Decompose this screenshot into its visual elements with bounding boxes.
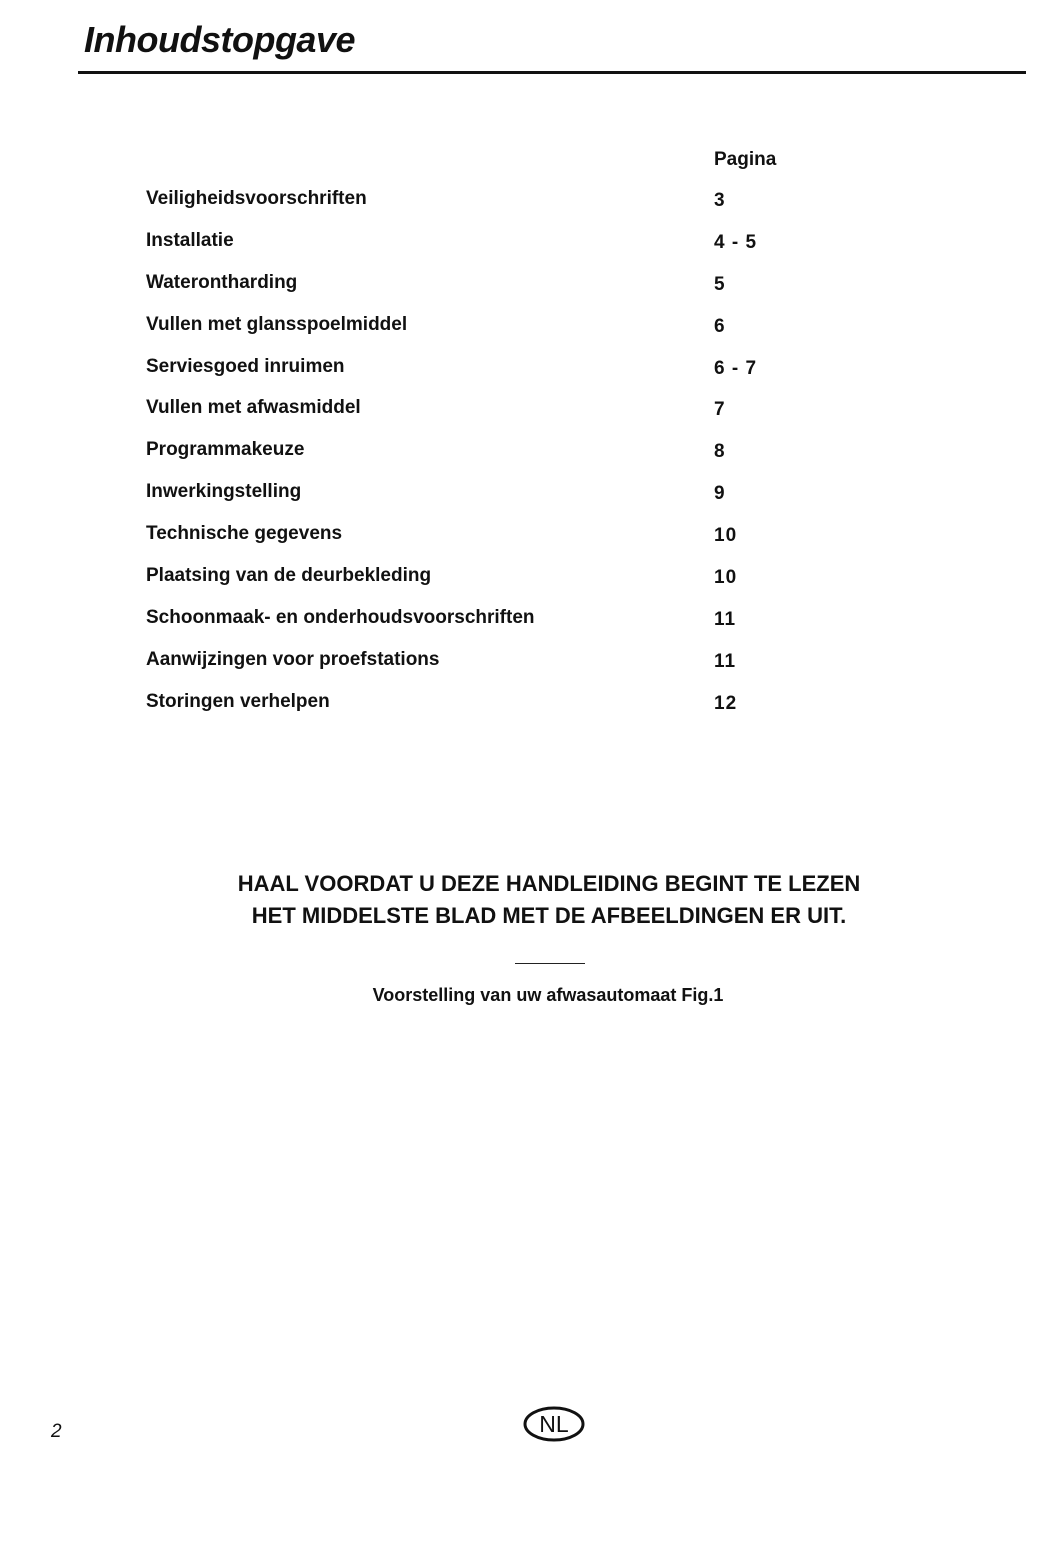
- toc-entry: [146, 228, 906, 270]
- toc-entry-label: Schoonmaak- en onderhoudsvoorschriften: [146, 606, 535, 628]
- notice-line: HAAL VOORDAT U DEZE HANDLEIDING BEGINT TE LEZEN: [237, 871, 861, 896]
- toc-page-header: Pagina: [714, 149, 777, 170]
- figure-caption: Voorstelling van uw afwasautomaat Fig.1: [372, 985, 724, 1005]
- toc-entry-label: Inwerkingstelling: [146, 481, 302, 503]
- toc-entry-label: Plaatsing van de deurbekleding: [146, 565, 432, 587]
- toc-entry-page: 5: [714, 273, 726, 295]
- toc-entry: [146, 186, 906, 228]
- language-badge-icon: [522, 1404, 586, 1444]
- toc-entry-page: 6 - 7: [714, 357, 758, 379]
- toc-entry: [146, 647, 906, 689]
- toc-entry: [146, 437, 906, 479]
- toc-entry: [146, 312, 906, 354]
- toc-entry-label: Vullen met afwasmiddel: [146, 397, 361, 419]
- toc-entry: [146, 479, 906, 521]
- toc-entry: [146, 354, 906, 396]
- toc-entry-page: 3: [714, 190, 726, 211]
- toc-entry-label: Storingen verhelpen: [146, 690, 330, 712]
- toc-entry-label: Aanwijzingen voor proefstations: [146, 648, 440, 670]
- toc-entry: [146, 270, 906, 312]
- table-of-contents: [146, 186, 906, 731]
- toc-entry: [146, 605, 906, 647]
- toc-entry-label: Installatie: [146, 229, 234, 251]
- toc-entry-label: Veiligheidsvoorschriften: [146, 188, 367, 209]
- notice-line: HET MIDDELSTE BLAD MET DE AFBEELDINGEN ER UIT.: [251, 903, 847, 928]
- toc-entry-label: Vullen met glansspoelmiddel: [146, 313, 408, 335]
- toc-entry: [146, 521, 906, 563]
- toc-entry: [146, 563, 906, 605]
- toc-entry: [146, 689, 906, 731]
- toc-entry-page: 8: [714, 441, 726, 463]
- section-divider: [515, 963, 585, 964]
- toc-entry-page: 7: [714, 399, 726, 421]
- language-badge-text: NL: [539, 1411, 569, 1437]
- toc-entry-label: Waterontharding: [146, 271, 298, 293]
- toc-entry-page: 11: [714, 650, 737, 672]
- title-divider: [78, 71, 1026, 74]
- page-title: Inhoudstopgave: [84, 19, 355, 60]
- toc-entry-page: 9: [714, 483, 726, 505]
- toc-entry-label: Serviesgoed inruimen: [146, 355, 345, 377]
- instruction-notice: [0, 868, 1058, 932]
- toc-entry-label: Technische gegevens: [146, 523, 343, 545]
- toc-entry-page: 11: [714, 608, 737, 630]
- toc-entry-page: 10: [714, 567, 738, 589]
- toc-entry: [146, 395, 906, 437]
- toc-entry-page: 6: [714, 315, 726, 337]
- toc-entry-page: 4 - 5: [714, 231, 758, 253]
- toc-entry-page: 10: [714, 525, 738, 547]
- page-number: 2: [51, 1421, 62, 1442]
- toc-entry-page: 12: [714, 692, 738, 714]
- toc-entry-label: Programmakeuze: [146, 439, 305, 461]
